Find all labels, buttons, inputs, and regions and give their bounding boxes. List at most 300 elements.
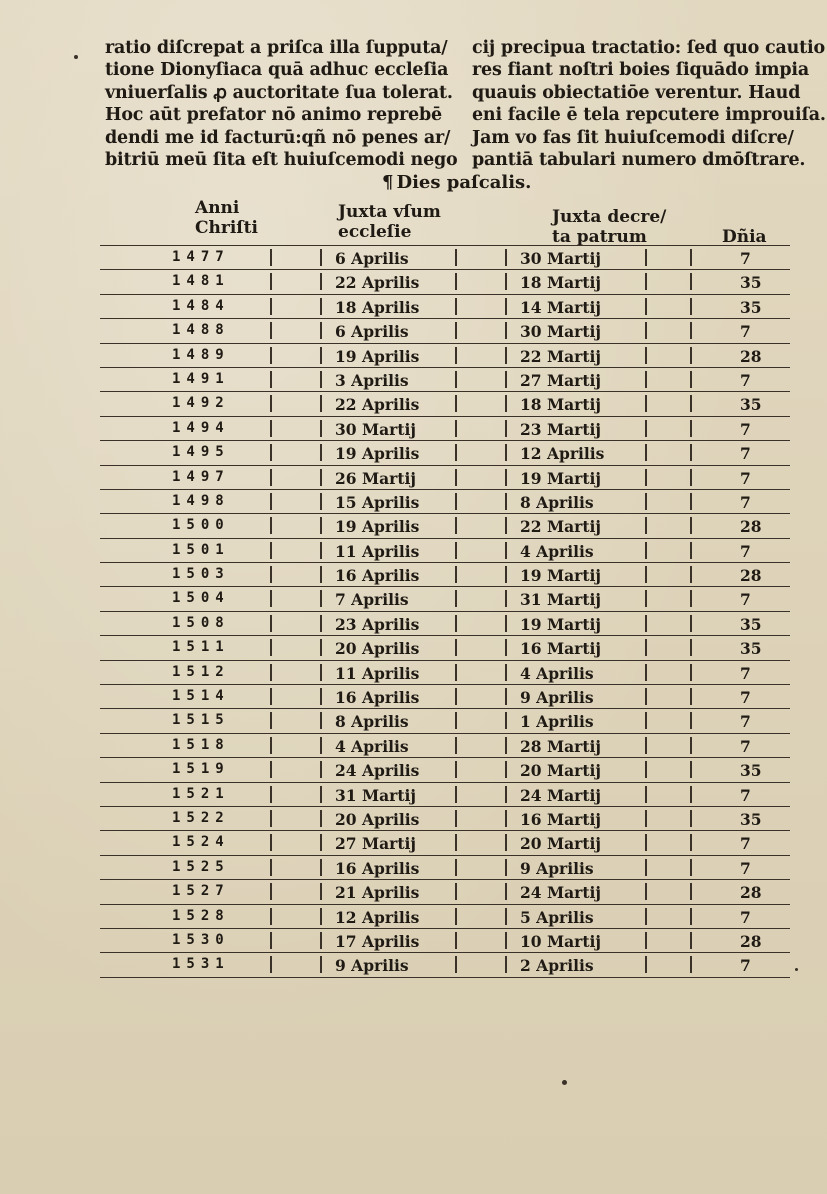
dominica-cell: 28 xyxy=(740,517,762,537)
patrum-date-cell: 20 Martij xyxy=(520,761,601,781)
patrum-date-cell: 27 Martij xyxy=(520,370,601,390)
header-dominica xyxy=(722,227,767,247)
table-row xyxy=(100,245,790,270)
column-rule xyxy=(320,371,322,388)
column-rule xyxy=(270,322,272,339)
column-rule xyxy=(270,371,272,388)
column-rule xyxy=(690,883,692,900)
ecclesie-date-cell: 7 Aprilis xyxy=(335,590,409,610)
year-cell: 1527 xyxy=(172,883,230,900)
column-rule xyxy=(690,273,692,290)
table-heading xyxy=(382,172,531,193)
ecclesie-date-cell: 23 Aprilis xyxy=(335,614,420,634)
dominica-cell: 7 xyxy=(740,541,751,561)
year-cell: 1525 xyxy=(172,858,230,875)
ecclesie-date-cell: 20 Aprilis xyxy=(335,639,420,659)
column-rule xyxy=(270,932,272,949)
column-rule xyxy=(270,444,272,461)
column-rule xyxy=(645,932,647,949)
ecclesie-date-cell: 17 Aprilis xyxy=(335,931,420,951)
table-row xyxy=(100,734,790,758)
header-line: Chriſti xyxy=(195,218,258,238)
patrum-date-cell: 5 Aprilis xyxy=(520,907,594,927)
column-rule xyxy=(690,615,692,632)
column-rule xyxy=(505,249,507,266)
year-cell: 1481 xyxy=(172,273,230,290)
column-rule xyxy=(505,908,507,925)
patrum-date-cell: 24 Martij xyxy=(520,883,601,903)
column-rule xyxy=(505,712,507,729)
column-rule xyxy=(690,249,692,266)
patrum-date-cell: 16 Martij xyxy=(520,639,601,659)
year-cell: 1518 xyxy=(172,736,230,753)
dominica-cell: 35 xyxy=(740,809,762,829)
dominica-cell: 7 xyxy=(740,688,751,708)
dominica-cell: 7 xyxy=(740,712,751,732)
table-row xyxy=(100,563,790,587)
column-rule xyxy=(505,371,507,388)
column-rule xyxy=(645,420,647,437)
column-rule xyxy=(320,493,322,510)
column-rule xyxy=(455,469,457,486)
patrum-date-cell: 1 Aprilis xyxy=(520,712,594,732)
column-rule xyxy=(690,786,692,803)
column-rule xyxy=(455,810,457,827)
column-rule xyxy=(505,420,507,437)
table-row xyxy=(100,539,790,563)
column-rule xyxy=(455,566,457,583)
column-rule xyxy=(690,493,692,510)
column-rule xyxy=(270,347,272,364)
column-rule xyxy=(320,834,322,851)
column-rule xyxy=(455,249,457,266)
year-cell: 1497 xyxy=(172,468,230,485)
column-rule xyxy=(320,420,322,437)
column-rule xyxy=(690,395,692,412)
year-cell: 1491 xyxy=(172,370,230,387)
patrum-date-cell: 22 Martij xyxy=(520,346,601,366)
patrum-date-cell: 19 Martij xyxy=(520,566,601,586)
column-rule xyxy=(320,859,322,876)
column-rule xyxy=(505,395,507,412)
patrum-date-cell: 8 Aprilis xyxy=(520,492,594,512)
header-year xyxy=(195,198,258,238)
column-rule xyxy=(505,615,507,632)
column-rule xyxy=(320,761,322,778)
year-cell: 1500 xyxy=(172,517,230,534)
column-rule xyxy=(320,444,322,461)
column-rule xyxy=(455,493,457,510)
table-row xyxy=(100,953,790,977)
patrum-date-cell: 18 Martij xyxy=(520,273,601,293)
ecclesie-date-cell: 18 Aprilis xyxy=(335,297,420,317)
column-rule xyxy=(645,590,647,607)
ink-speck xyxy=(562,1080,567,1085)
patrum-date-cell: 20 Martij xyxy=(520,834,601,854)
year-cell: 1530 xyxy=(172,931,230,948)
dominica-cell: 7 xyxy=(740,322,751,342)
header-line: Anni xyxy=(195,198,240,218)
column-rule xyxy=(645,956,647,973)
column-rule xyxy=(455,590,457,607)
column-rule xyxy=(505,761,507,778)
ecclesie-date-cell: 11 Aprilis xyxy=(335,541,420,561)
dominica-cell: 7 xyxy=(740,370,751,390)
column-rule xyxy=(320,932,322,949)
table-row xyxy=(100,270,790,294)
ecclesie-date-cell: 19 Aprilis xyxy=(335,444,420,464)
column-rule xyxy=(505,834,507,851)
column-rule xyxy=(645,761,647,778)
year-cell: 1484 xyxy=(172,297,230,314)
table-row xyxy=(100,831,790,855)
dominica-cell: 35 xyxy=(740,297,762,317)
column-rule xyxy=(455,615,457,632)
column-rule xyxy=(320,956,322,973)
patrum-date-cell: 19 Martij xyxy=(520,468,601,488)
header-line: Juxta decre/ xyxy=(552,207,667,227)
column-rule xyxy=(645,322,647,339)
header-line: eccleſie xyxy=(338,222,412,242)
text-line: vniuerſalis ꝓ auctoritate ſua tolerat. xyxy=(105,82,453,103)
header-ecclesie xyxy=(338,202,441,242)
column-rule xyxy=(645,517,647,534)
year-cell: 1512 xyxy=(172,663,230,680)
column-rule xyxy=(455,932,457,949)
column-rule xyxy=(505,810,507,827)
column-rule xyxy=(455,737,457,754)
column-rule xyxy=(455,956,457,973)
patrum-date-cell: 24 Martij xyxy=(520,785,601,805)
patrum-date-cell: 16 Martij xyxy=(520,809,601,829)
ecclesie-date-cell: 12 Aprilis xyxy=(335,907,420,927)
ecclesie-date-cell: 24 Aprilis xyxy=(335,761,420,781)
header-patrum xyxy=(552,207,666,247)
column-rule xyxy=(455,420,457,437)
column-rule xyxy=(645,615,647,632)
column-rule xyxy=(455,542,457,559)
column-rule xyxy=(690,420,692,437)
ecclesie-date-cell: 19 Aprilis xyxy=(335,346,420,366)
text-line: dendi me id facturū:qñ nō penes ar/ xyxy=(105,127,451,148)
column-rule xyxy=(505,322,507,339)
column-rule xyxy=(690,371,692,388)
text-line: tione Dionyſiaca quā adhuc eccleſia xyxy=(105,60,449,81)
dominica-cell: 7 xyxy=(740,249,751,268)
column-rule xyxy=(270,737,272,754)
text-line: pantiā tabulari numero dmōſtrare. xyxy=(472,150,806,171)
ecclesie-date-cell: 11 Aprilis xyxy=(335,663,420,683)
column-rule xyxy=(505,542,507,559)
dominica-cell: 7 xyxy=(740,444,751,464)
patrum-date-cell: 23 Martij xyxy=(520,419,601,439)
table-row xyxy=(100,856,790,880)
dominica-cell: 35 xyxy=(740,761,762,781)
year-cell: 1508 xyxy=(172,614,230,631)
patrum-date-cell: 19 Martij xyxy=(520,614,601,634)
column-rule xyxy=(270,859,272,876)
column-rule xyxy=(270,517,272,534)
patrum-date-cell: 9 Aprilis xyxy=(520,858,594,878)
header-line: ta patrum xyxy=(552,227,647,247)
column-rule xyxy=(690,908,692,925)
column-rule xyxy=(505,493,507,510)
column-rule xyxy=(690,444,692,461)
column-rule xyxy=(690,664,692,681)
ecclesie-date-cell: 20 Aprilis xyxy=(335,809,420,829)
column-rule xyxy=(645,542,647,559)
pilcrow-icon: ¶ xyxy=(382,172,394,193)
column-rule xyxy=(690,761,692,778)
header-line: Juxta vſum xyxy=(338,202,441,222)
ink-speck xyxy=(795,968,798,971)
column-rule xyxy=(505,444,507,461)
column-rule xyxy=(690,859,692,876)
table-row xyxy=(100,905,790,929)
column-rule xyxy=(320,298,322,315)
column-rule xyxy=(505,737,507,754)
column-rule xyxy=(690,932,692,949)
year-cell: 1511 xyxy=(172,639,230,656)
column-rule xyxy=(270,615,272,632)
column-rule xyxy=(320,688,322,705)
column-rule xyxy=(690,469,692,486)
column-rule xyxy=(455,859,457,876)
column-rule xyxy=(505,590,507,607)
column-rule xyxy=(270,956,272,973)
column-rule xyxy=(455,298,457,315)
column-rule xyxy=(320,517,322,534)
header-line: Dñia xyxy=(722,227,767,247)
column-rule xyxy=(270,298,272,315)
column-rule xyxy=(320,810,322,827)
column-rule xyxy=(505,859,507,876)
column-rule xyxy=(270,834,272,851)
column-rule xyxy=(455,273,457,290)
column-rule xyxy=(455,908,457,925)
table-row xyxy=(100,612,790,636)
year-cell: 1492 xyxy=(172,395,230,412)
dominica-cell: 28 xyxy=(740,883,762,903)
column-rule xyxy=(645,371,647,388)
column-rule xyxy=(505,298,507,315)
column-rule xyxy=(455,517,457,534)
dominica-cell: 7 xyxy=(740,956,751,976)
column-rule xyxy=(645,859,647,876)
year-cell: 1503 xyxy=(172,566,230,583)
patrum-date-cell: 22 Martij xyxy=(520,517,601,537)
column-rule xyxy=(320,249,322,266)
column-rule xyxy=(455,664,457,681)
patrum-date-cell: 2 Aprilis xyxy=(520,956,594,976)
column-rule xyxy=(690,322,692,339)
column-rule xyxy=(455,395,457,412)
column-rule xyxy=(690,542,692,559)
column-rule xyxy=(505,883,507,900)
ecclesie-date-cell: 8 Aprilis xyxy=(335,712,409,732)
column-rule xyxy=(270,688,272,705)
column-rule xyxy=(270,469,272,486)
patrum-date-cell: 4 Aprilis xyxy=(520,663,594,683)
table-row xyxy=(100,783,790,807)
ecclesie-date-cell: 31 Martij xyxy=(335,785,416,805)
ecclesie-date-cell: 15 Aprilis xyxy=(335,492,420,512)
patrum-date-cell: 30 Martij xyxy=(520,322,601,342)
year-cell: 1494 xyxy=(172,419,230,436)
dominica-cell: 35 xyxy=(740,639,762,659)
column-rule xyxy=(645,834,647,851)
text-line: quauis obiectatiōe verentur. Haud xyxy=(472,82,801,103)
text-line: bitriū meū ſita eſt huiuſcemodi nego xyxy=(105,150,458,171)
year-cell: 1528 xyxy=(172,907,230,924)
column-rule xyxy=(270,566,272,583)
column-rule xyxy=(505,664,507,681)
column-rule xyxy=(645,444,647,461)
table-row xyxy=(100,709,790,733)
column-rule xyxy=(455,347,457,364)
column-rule xyxy=(645,712,647,729)
dominica-cell: 7 xyxy=(740,785,751,805)
dominica-cell: 28 xyxy=(740,346,762,366)
patrum-date-cell: 12 Aprilis xyxy=(520,444,605,464)
column-rule xyxy=(455,444,457,461)
patrum-date-cell: 18 Martij xyxy=(520,395,601,415)
column-rule xyxy=(320,908,322,925)
ecclesie-date-cell: 6 Aprilis xyxy=(335,249,409,268)
text-line: res fiant noſtri boies ſiquādo impia xyxy=(472,60,809,81)
text-line: Jam vo fas ſit huiuſcemodi diſcre/ xyxy=(472,127,794,148)
ecclesie-date-cell: 22 Aprilis xyxy=(335,395,420,415)
patrum-date-cell: 9 Aprilis xyxy=(520,688,594,708)
year-cell: 1501 xyxy=(172,541,230,558)
ecclesie-date-cell: 6 Aprilis xyxy=(335,322,409,342)
column-rule xyxy=(455,371,457,388)
column-rule xyxy=(320,786,322,803)
dominica-cell: 7 xyxy=(740,663,751,683)
column-rule xyxy=(690,712,692,729)
column-rule xyxy=(320,395,322,412)
table-row xyxy=(100,368,790,392)
column-rule xyxy=(320,615,322,632)
column-rule xyxy=(270,810,272,827)
column-rule xyxy=(645,566,647,583)
table-row xyxy=(100,319,790,343)
table-row xyxy=(100,929,790,953)
column-rule xyxy=(455,639,457,656)
ecclesie-date-cell: 3 Aprilis xyxy=(335,370,409,390)
column-rule xyxy=(270,761,272,778)
text-column-right xyxy=(472,37,826,171)
column-rule xyxy=(645,469,647,486)
column-rule xyxy=(270,273,272,290)
ecclesie-date-cell: 19 Aprilis xyxy=(335,517,420,537)
table-row xyxy=(100,490,790,514)
column-rule xyxy=(270,786,272,803)
text-line: eni facile ē tela repcutere improuiſa. xyxy=(472,105,826,126)
column-rule xyxy=(270,249,272,266)
ecclesie-date-cell: 27 Martij xyxy=(335,834,416,854)
year-cell: 1524 xyxy=(172,834,230,851)
column-rule xyxy=(505,517,507,534)
column-rule xyxy=(505,786,507,803)
ecclesie-date-cell: 16 Aprilis xyxy=(335,566,420,586)
column-rule xyxy=(320,469,322,486)
ink-speck xyxy=(74,55,78,59)
column-rule xyxy=(690,688,692,705)
table-row xyxy=(100,466,790,490)
column-rule xyxy=(320,639,322,656)
year-cell: 1495 xyxy=(172,444,230,461)
column-rule xyxy=(455,883,457,900)
column-rule xyxy=(645,737,647,754)
column-rule xyxy=(270,420,272,437)
column-rule xyxy=(645,908,647,925)
year-cell: 1488 xyxy=(172,322,230,339)
table-row xyxy=(100,758,790,782)
table-row xyxy=(100,587,790,611)
heading-text: Dies paſcalis. xyxy=(396,172,532,193)
year-cell: 1498 xyxy=(172,492,230,509)
year-cell: 1515 xyxy=(172,712,230,729)
ecclesie-date-cell: 4 Aprilis xyxy=(335,736,409,756)
dominica-cell: 7 xyxy=(740,907,751,927)
column-rule xyxy=(320,590,322,607)
year-cell: 1531 xyxy=(172,956,230,973)
year-cell: 1521 xyxy=(172,785,230,802)
column-rule xyxy=(320,737,322,754)
column-rule xyxy=(505,273,507,290)
column-rule xyxy=(505,566,507,583)
text-line: Hoc aūt prefator nō animo reprebē xyxy=(105,105,442,126)
dominica-cell: 7 xyxy=(740,736,751,756)
table-row xyxy=(100,685,790,709)
column-rule xyxy=(320,322,322,339)
ecclesie-date-cell: 21 Aprilis xyxy=(335,883,420,903)
column-rule xyxy=(645,347,647,364)
column-rule xyxy=(645,883,647,900)
column-rule xyxy=(690,956,692,973)
patrum-date-cell: 14 Martij xyxy=(520,297,601,317)
column-rule xyxy=(645,688,647,705)
column-rule xyxy=(690,834,692,851)
column-rule xyxy=(690,298,692,315)
dominica-cell: 7 xyxy=(740,468,751,488)
column-rule xyxy=(690,639,692,656)
column-rule xyxy=(270,395,272,412)
ecclesie-date-cell: 22 Aprilis xyxy=(335,273,420,293)
dominica-cell: 35 xyxy=(740,273,762,293)
dominica-cell: 35 xyxy=(740,395,762,415)
table-row xyxy=(100,514,790,538)
column-rule xyxy=(690,517,692,534)
table-row xyxy=(100,392,790,416)
column-rule xyxy=(320,542,322,559)
dominica-cell: 28 xyxy=(740,931,762,951)
column-rule xyxy=(645,786,647,803)
column-rule xyxy=(645,664,647,681)
column-rule xyxy=(455,712,457,729)
column-rule xyxy=(645,273,647,290)
dominica-cell: 28 xyxy=(740,566,762,586)
column-rule xyxy=(270,639,272,656)
table-row xyxy=(100,295,790,319)
column-rule xyxy=(645,249,647,266)
table-row xyxy=(100,441,790,465)
easter-dates-table xyxy=(100,245,790,978)
column-rule xyxy=(270,908,272,925)
patrum-date-cell: 4 Aprilis xyxy=(520,541,594,561)
column-rule xyxy=(270,493,272,510)
